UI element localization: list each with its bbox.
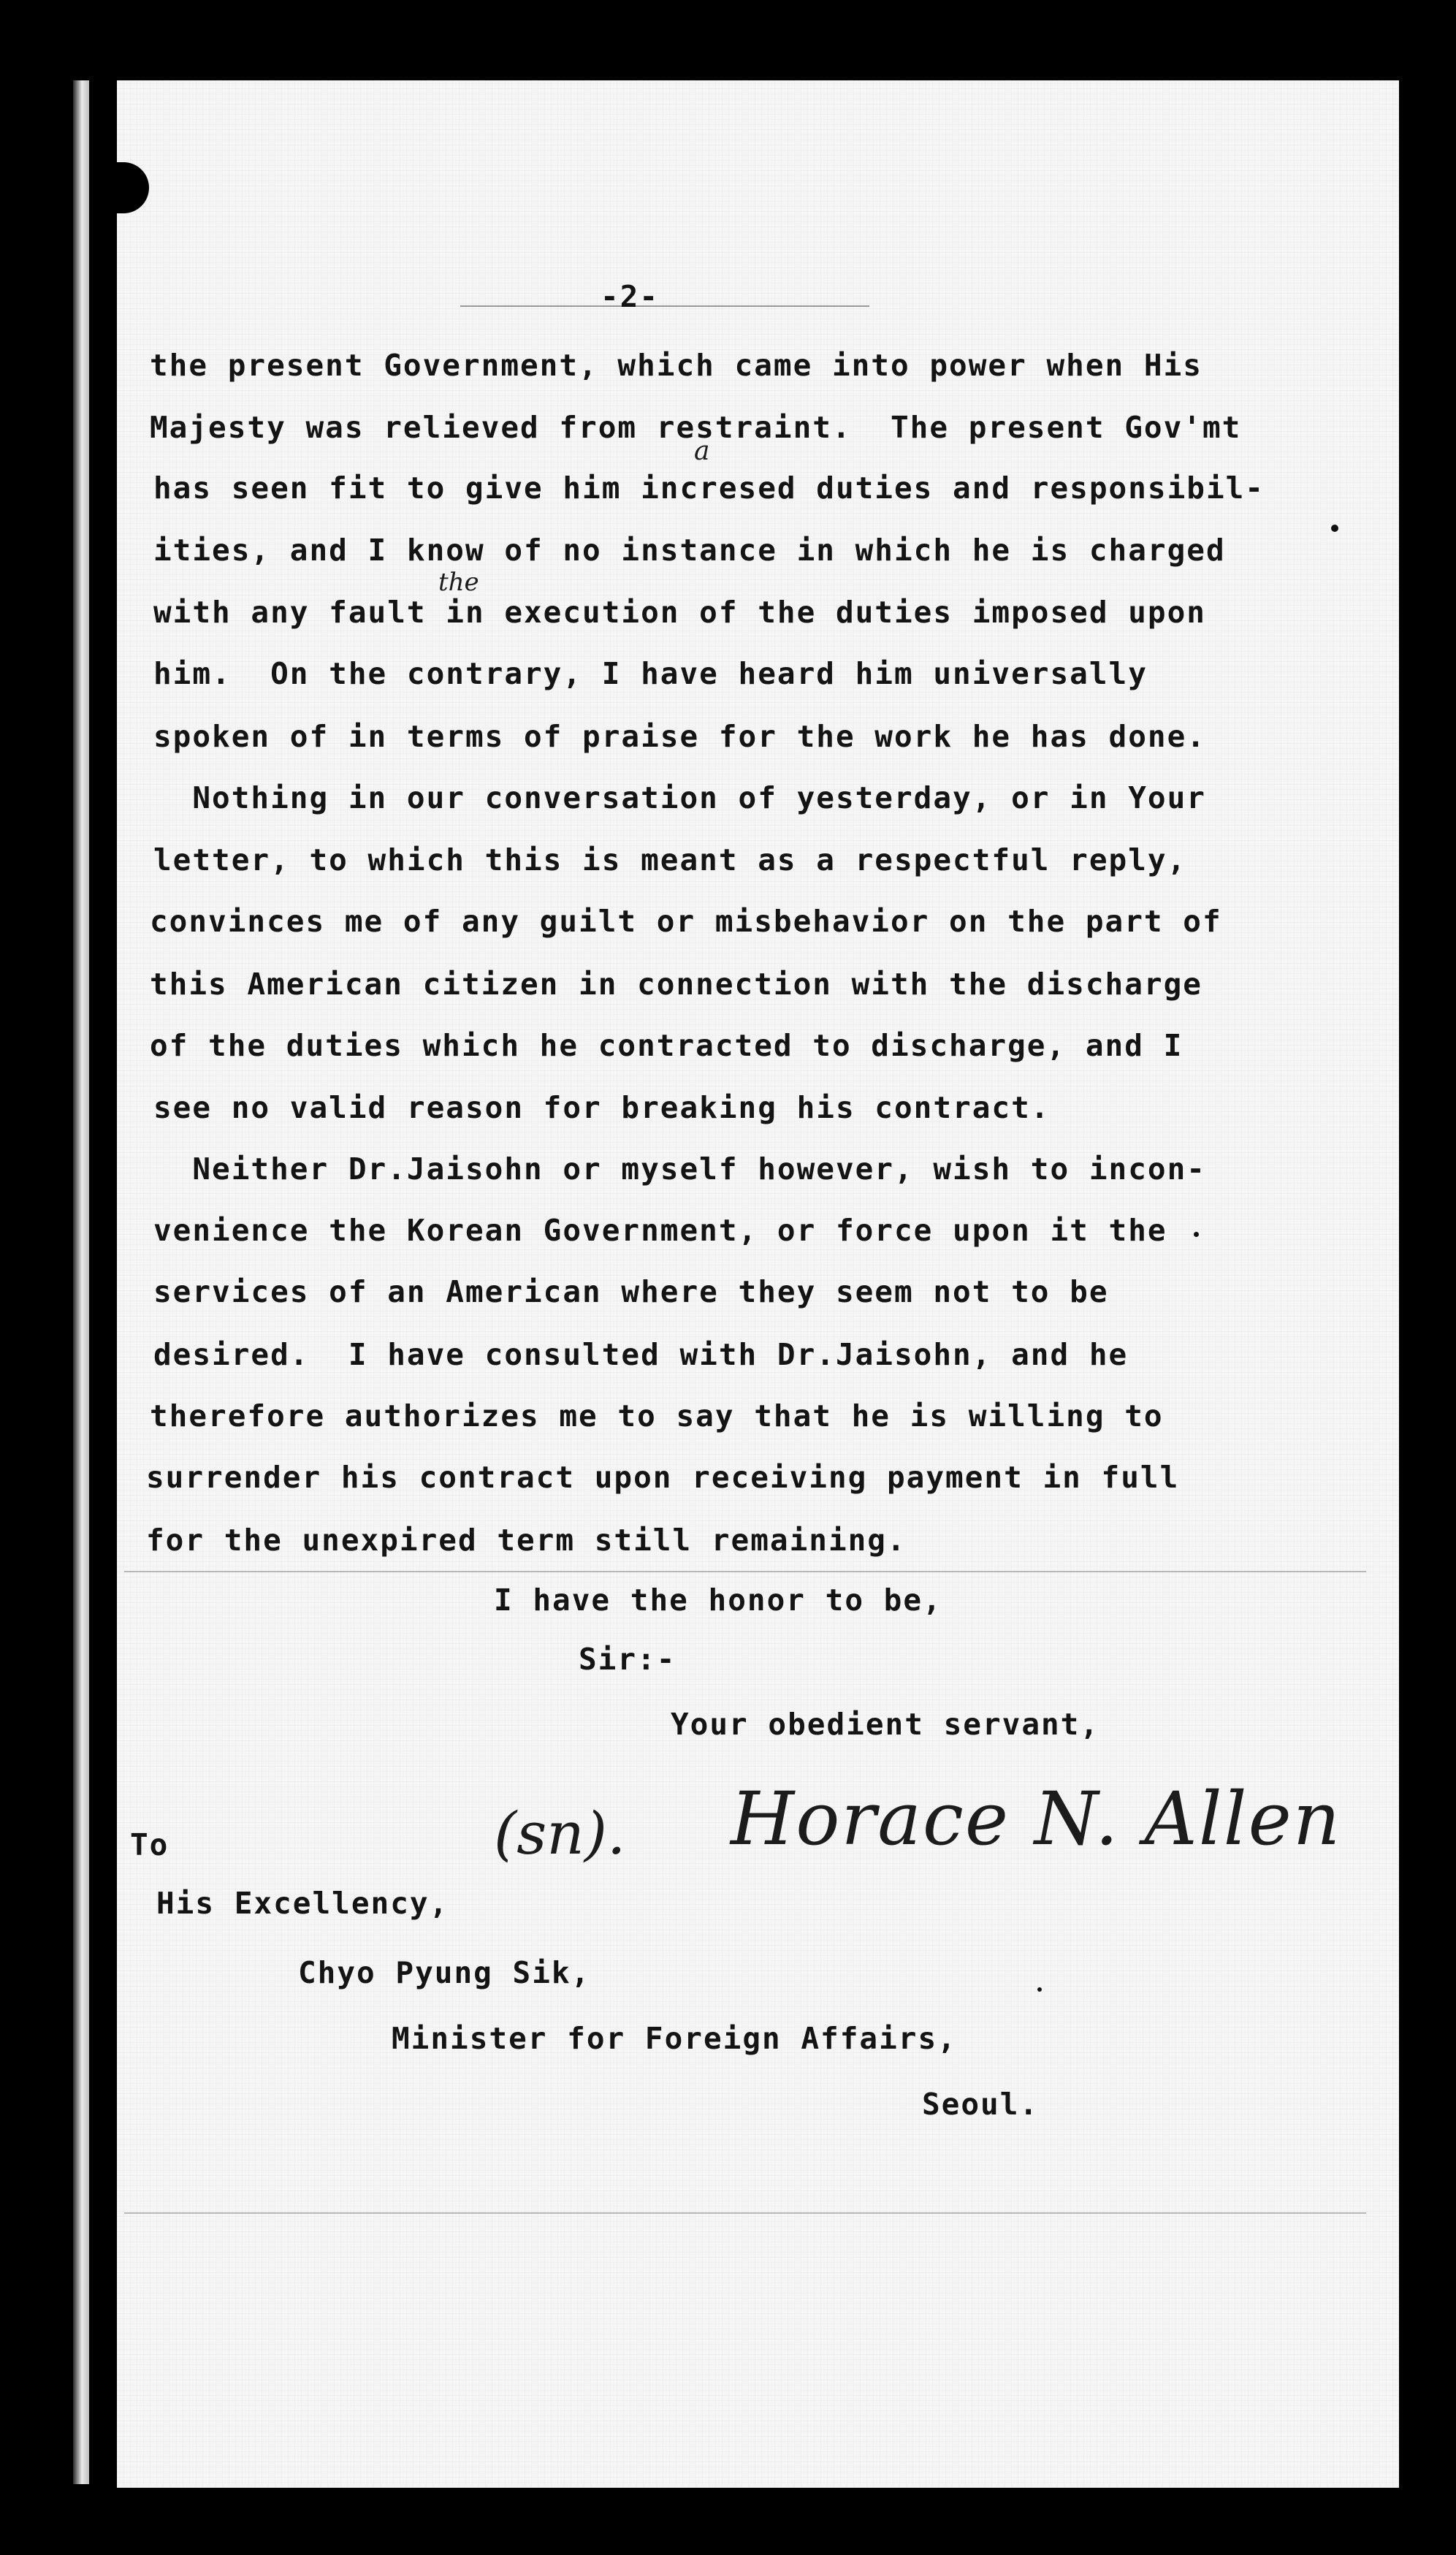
body-line: desired. I have consulted with Dr.Jaisohn, and he [153,1337,1129,1372]
body-line: with any fault in execution of the duties imposed upon [153,595,1206,630]
body-line: letter, to which this is meant as a respectful reply, [153,842,1187,877]
lower-rule-1 [124,1571,1366,1572]
page-number: -2- [601,279,660,314]
addressee-title: Minister for Foreign Affairs, [392,2021,957,2056]
body-line: surrender his contract upon receiving payment in full [146,1460,1180,1495]
body-line: him. On the contrary, I have heard him universally [153,656,1148,691]
body-line: has seen fit to give him incresed duties and responsibil- [153,471,1265,506]
body-line: Majesty was relieved from restraint. The present Gov'mt [150,410,1242,445]
handwritten-insert-the: the [438,568,479,597]
to-label: To [130,1827,169,1862]
closing-line-3: Your obedient servant, [671,1707,1100,1742]
ink-speck [1331,525,1338,532]
handwritten-insert-a: a [694,436,710,466]
body-line: Nothing in our conversation of yesterday, or in Your [153,780,1206,815]
signature-prefix: (sn). [494,1800,626,1867]
body-line: ities, and I know of no instance in which he is charged [153,533,1226,568]
body-line: therefore authorizes me to say that he is willing to [150,1398,1164,1433]
addressee-salutation: His Excellency, [156,1886,449,1921]
closing-line-1: I have the honor to be, [494,1583,942,1618]
body-line: convinces me of any guilt or misbehavior on the part of [150,904,1222,939]
film-edge [73,80,89,2484]
closing-line-2: Sir:- [579,1642,676,1677]
addressee-name: Chyo Pyung Sik, [298,1955,591,1990]
header-rule [460,305,869,307]
ink-speck [1037,1987,1042,1992]
body-line: of the duties which he contracted to discharge, and I [150,1028,1184,1063]
ink-speck [1194,1232,1199,1237]
body-line: Neither Dr.Jaisohn or myself however, wish to incon- [153,1151,1206,1187]
body-line: see no valid reason for breaking his contract. [153,1090,1051,1125]
body-line: this American citizen in connection with the discharge [150,967,1202,1002]
body-line: venience the Korean Government, or force upon it the [153,1213,1167,1248]
lower-rule-2 [124,2212,1366,2214]
body-line: services of an American where they seem not to be [153,1274,1109,1309]
body-line: the present Government, which came into power when His [150,348,1202,383]
body-line: spoken of in terms of praise for the work he has done. [153,719,1206,754]
addressee-city: Seoul. [922,2087,1040,2122]
signature: Horace N. Allen [731,1776,1342,1862]
body-line: for the unexpired term still remaining. [146,1523,907,1558]
